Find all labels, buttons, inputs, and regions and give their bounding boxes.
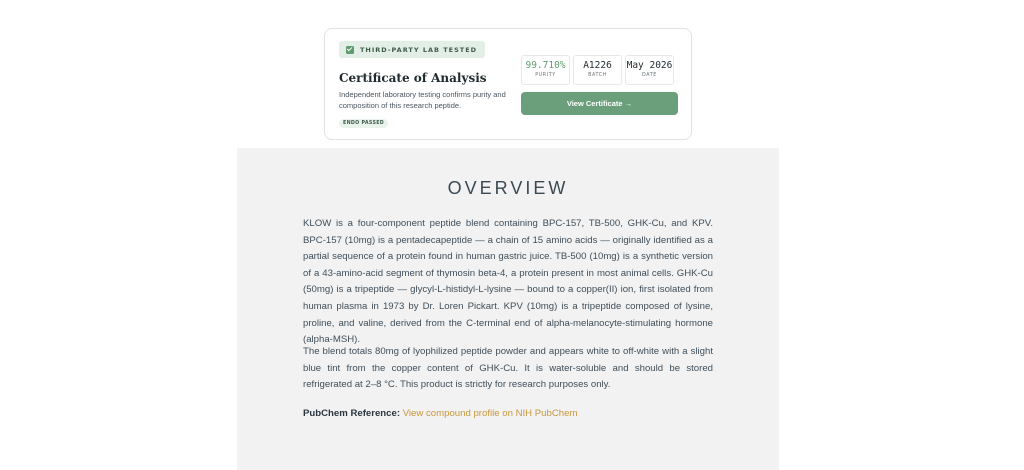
purity-value: 99.710% xyxy=(525,60,566,71)
stat-date xyxy=(625,55,674,85)
view-certificate-button[interactable]: View Certificate → xyxy=(521,92,678,115)
overview-paragraph: KLOW is a four-component peptide blend containing BPC-157, TB-500, GHK-Cu, and KPV. BPC-157 (10mg) is a pentadecapeptide — a chain of 15 amino acids — originally identified as a partial sequence of a protein found in human gastric juice. TB-500 (10mg) is a synthetic version of a 43-amino-acid segment of thymosin beta-4, a protein present in most animal cells. GHK-Cu (50mg) is a tripeptide — glycyl-L-histidyl-L-lysine — bound to a copper(II) ion, first isolated from human plasma in 1973 by Dr. Loren Pickart. KPV (10mg) is a tripeptide composed of lysine, proline, and valine, derived from the C-terminal end of alpha-melanocyte-stimulating hormone (alpha-MSH). xyxy=(303,218,713,346)
date-label: DATE xyxy=(642,73,657,78)
stat-purity xyxy=(521,55,570,85)
certificate-description: Independent laboratory testing confirms purity and composition of this research peptide. xyxy=(339,90,506,110)
date-value: May 2026 xyxy=(626,60,673,71)
purity-label: PURITY xyxy=(535,73,556,78)
lab-tested-badge xyxy=(339,41,485,58)
checkmark-icon xyxy=(346,46,354,54)
badge-label: THIRD-PARTY LAB TESTED xyxy=(360,45,478,54)
batch-label: BATCH xyxy=(588,73,607,78)
overview-section xyxy=(237,148,779,470)
pubchem-link[interactable]: View compound profile on NIH PubChem xyxy=(402,408,578,419)
endo-passed-badge xyxy=(339,119,388,128)
stat-batch xyxy=(573,55,622,85)
pubchem-label: PubChem Reference: xyxy=(303,408,401,419)
batch-value: A1226 xyxy=(583,60,612,71)
endo-label: ENDO PASSED xyxy=(343,121,385,126)
certificate-title: Certificate of Analysis xyxy=(339,71,487,85)
overview-title: OVERVIEW xyxy=(447,178,569,198)
certificate-card xyxy=(324,28,692,140)
stats-row xyxy=(521,55,674,85)
overview-paragraph: The blend totals 80mg of lyophilized peptide powder and appears white to off-white with a slight blue tint from the copper content of GHK-Cu. It is water-soluble and should be stored refrigerated at 2–8 °C. This product is strictly for research purposes only. xyxy=(303,346,713,391)
pubchem-reference xyxy=(303,408,577,419)
